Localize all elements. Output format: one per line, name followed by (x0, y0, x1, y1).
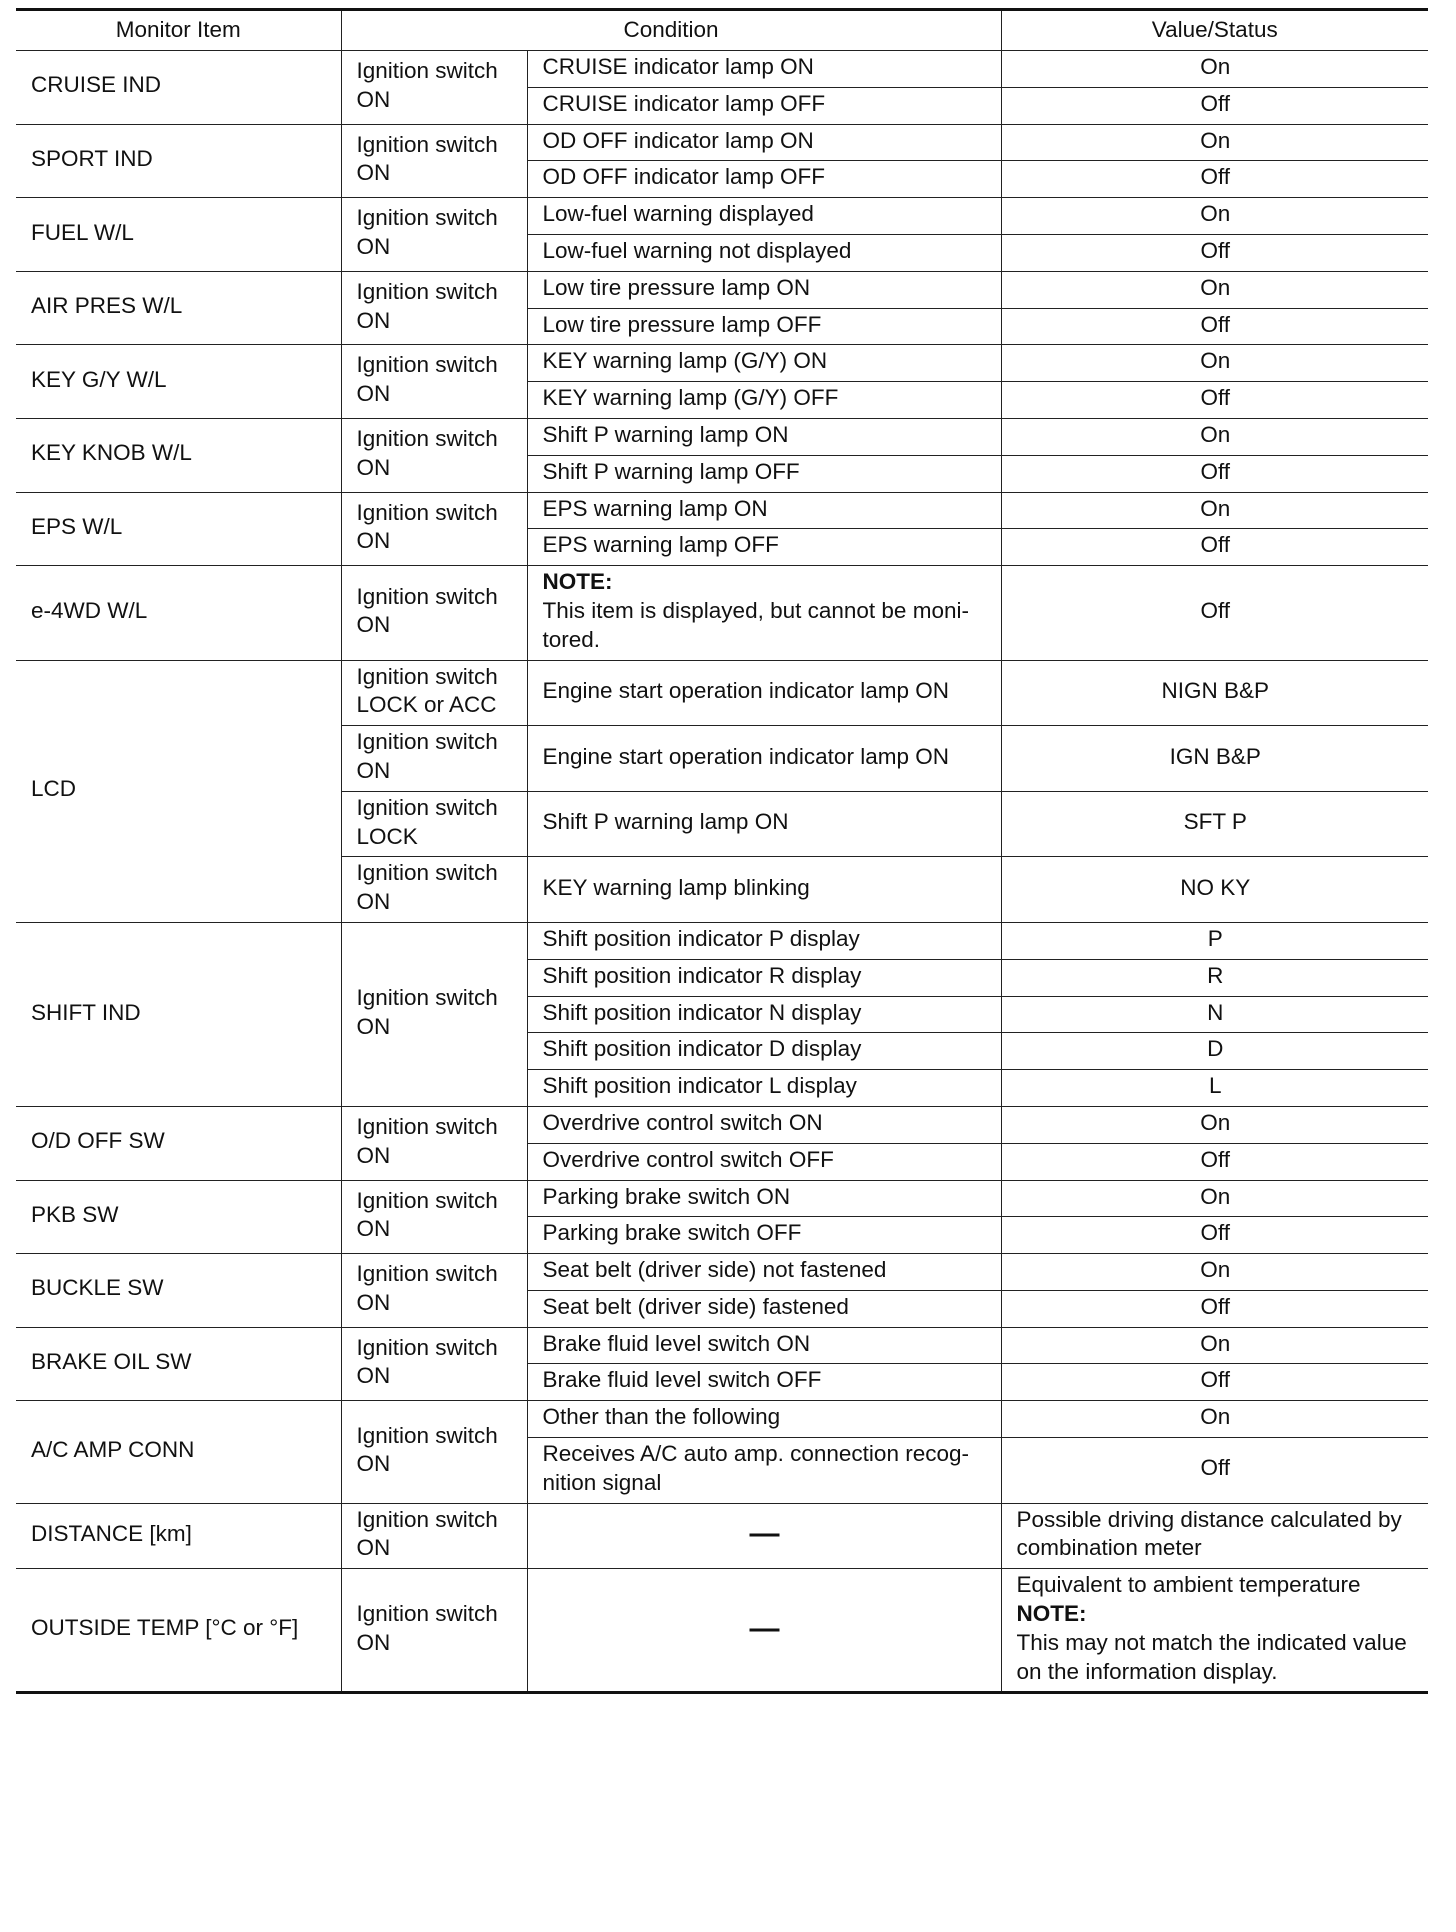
condition-cell: Shift position indicator P display (527, 922, 1001, 959)
condition-cell: CRUISE indicator lamp ON (527, 51, 1001, 88)
monitor-item-cell: LCD (16, 660, 341, 922)
monitor-item-cell: SHIFT IND (16, 922, 341, 1106)
value-cell: N (1001, 996, 1428, 1033)
monitor-item-cell: OUTSIDE TEMP [°C or °F] (16, 1569, 341, 1693)
table-row (16, 198, 1428, 235)
table-header-row (16, 10, 1428, 51)
monitor-item-cell: KEY KNOB W/L (16, 418, 341, 492)
table-row (16, 566, 1428, 660)
table-row (16, 345, 1428, 382)
monitor-item-cell: PKB SW (16, 1180, 341, 1254)
condition-cell: Overdrive control switch ON (527, 1106, 1001, 1143)
condition-cell: KEY warning lamp (G/Y) ON (527, 345, 1001, 382)
condition-cell: OD OFF indicator lamp ON (527, 124, 1001, 161)
table-row (16, 418, 1428, 455)
monitor-item-cell: O/D OFF SW (16, 1106, 341, 1180)
value-cell: On (1001, 1106, 1428, 1143)
header-condition: Condition (341, 10, 1001, 51)
monitor-item-cell: DISTANCE [km] (16, 1503, 341, 1569)
table-row (16, 1569, 1428, 1693)
ignition-switch-cell: Ignition switch ON (341, 1180, 527, 1254)
condition-cell: Engine start operation indicator lamp ON (527, 660, 1001, 726)
header-value-status: Value/Status (1001, 10, 1428, 51)
ignition-switch-cell: Ignition switch ON (341, 1106, 527, 1180)
monitor-item-cell: e-4WD W/L (16, 566, 341, 660)
ignition-switch-cell: Ignition switch ON (341, 271, 527, 345)
table-row (16, 124, 1428, 161)
condition-cell: Shift position indicator R display (527, 959, 1001, 996)
table-row (16, 1106, 1428, 1143)
table-row (16, 51, 1428, 88)
header-monitor-item: Monitor Item (16, 10, 341, 51)
monitor-item-cell: SPORT IND (16, 124, 341, 198)
note-text: This may not match the indicated value on the information display. (1016, 1629, 1407, 1684)
value-cell: R (1001, 959, 1428, 996)
value-cell: NIGN B&P (1001, 660, 1428, 726)
monitor-item-cell: BRAKE OIL SW (16, 1327, 341, 1401)
value-cell: On (1001, 198, 1428, 235)
condition-cell: Parking brake switch OFF (527, 1217, 1001, 1254)
condition-cell: OD OFF indicator lamp OFF (527, 161, 1001, 198)
ignition-switch-cell: Ignition switch ON (341, 51, 527, 125)
condition-cell: EPS warning lamp ON (527, 492, 1001, 529)
ignition-switch-cell: Ignition switch ON (341, 124, 527, 198)
table-row (16, 492, 1428, 529)
condition-cell: Other than the following (527, 1401, 1001, 1438)
value-cell: L (1001, 1070, 1428, 1107)
monitor-item-cell: CRUISE IND (16, 51, 341, 125)
condition-cell: Seat belt (driver side) not fastened (527, 1254, 1001, 1291)
condition-cell: Engine start operation indicator lamp ON (527, 726, 1001, 792)
table-row (16, 271, 1428, 308)
value-cell: On (1001, 271, 1428, 308)
value-cell: Off (1001, 1143, 1428, 1180)
condition-cell: Low tire pressure lamp ON (527, 271, 1001, 308)
condition-note-cell (527, 566, 1001, 660)
condition-cell: Shift P warning lamp OFF (527, 455, 1001, 492)
monitor-item-cell: KEY G/Y W/L (16, 345, 341, 419)
monitor-item-cell: A/C AMP CONN (16, 1401, 341, 1503)
note-label: NOTE: (1016, 1601, 1087, 1627)
value-cell: On (1001, 345, 1428, 382)
value-cell: Off (1001, 87, 1428, 124)
condition-cell: Shift P warning lamp ON (527, 418, 1001, 455)
value-cell: On (1001, 1401, 1428, 1438)
note-text: This item is displayed, but cannot be moni-tored. (542, 597, 969, 652)
monitor-item-cell: AIR PRES W/L (16, 271, 341, 345)
condition-cell: KEY warning lamp (G/Y) OFF (527, 382, 1001, 419)
condition-cell: Shift position indicator N display (527, 996, 1001, 1033)
value-cell: Off (1001, 1364, 1428, 1401)
condition-cell: Overdrive control switch OFF (527, 1143, 1001, 1180)
ignition-switch-cell: Ignition switch ON (341, 345, 527, 419)
condition-cell: KEY warning lamp blinking (527, 857, 1001, 923)
ignition-switch-cell: Ignition switch ON (341, 1503, 527, 1569)
value-cell: D (1001, 1033, 1428, 1070)
value-text: Equivalent to ambient temperature (1016, 1572, 1361, 1598)
condition-cell: Low-fuel warning displayed (527, 198, 1001, 235)
ignition-switch-cell: Ignition switch ON (341, 1569, 527, 1693)
value-cell: P (1001, 922, 1428, 959)
condition-cell: Receives A/C auto amp. connection recog-nition signal (527, 1438, 1001, 1504)
ignition-switch-cell: Ignition switch ON (341, 726, 527, 792)
value-cell: Off (1001, 455, 1428, 492)
ignition-switch-cell: Ignition switch ON (341, 492, 527, 566)
table-row (16, 660, 1428, 726)
ignition-switch-cell: Ignition switch ON (341, 1401, 527, 1503)
value-cell: Possible driving distance calculated by combination meter (1001, 1503, 1428, 1569)
table-row (16, 1180, 1428, 1217)
value-cell: Off (1001, 566, 1428, 660)
value-cell: Off (1001, 308, 1428, 345)
monitor-item-cell: FUEL W/L (16, 198, 341, 272)
value-note-cell (1001, 1569, 1428, 1693)
condition-cell: Brake fluid level switch OFF (527, 1364, 1001, 1401)
value-cell: Off (1001, 1290, 1428, 1327)
value-cell: Off (1001, 1217, 1428, 1254)
value-cell: Off (1001, 382, 1428, 419)
condition-cell: Shift P warning lamp ON (527, 791, 1001, 857)
value-cell: Off (1001, 529, 1428, 566)
condition-cell: Shift position indicator L display (527, 1070, 1001, 1107)
ignition-switch-cell: Ignition switch ON (341, 1254, 527, 1328)
table-row (16, 1401, 1428, 1438)
condition-cell: EPS warning lamp OFF (527, 529, 1001, 566)
value-cell: NO KY (1001, 857, 1428, 923)
ignition-switch-cell: Ignition switch LOCK (341, 791, 527, 857)
value-cell: Off (1001, 1438, 1428, 1504)
ignition-switch-cell: Ignition switch ON (341, 198, 527, 272)
ignition-switch-cell: Ignition switch ON (341, 418, 527, 492)
condition-dash-cell: — (527, 1569, 1001, 1693)
value-cell: On (1001, 1180, 1428, 1217)
note-label: NOTE: (542, 569, 613, 595)
value-cell: On (1001, 418, 1428, 455)
value-cell: On (1001, 492, 1428, 529)
value-cell: On (1001, 51, 1428, 88)
value-cell: Off (1001, 234, 1428, 271)
ignition-switch-cell: Ignition switch ON (341, 1327, 527, 1401)
condition-cell: Parking brake switch ON (527, 1180, 1001, 1217)
condition-dash-cell: — (527, 1503, 1001, 1569)
table-row (16, 1254, 1428, 1291)
monitor-item-cell: BUCKLE SW (16, 1254, 341, 1328)
monitor-item-cell: EPS W/L (16, 492, 341, 566)
value-cell: Off (1001, 161, 1428, 198)
value-cell: SFT P (1001, 791, 1428, 857)
value-cell: On (1001, 1327, 1428, 1364)
ignition-switch-cell: Ignition switch ON (341, 922, 527, 1106)
condition-cell: Low-fuel warning not displayed (527, 234, 1001, 271)
condition-cell: Brake fluid level switch ON (527, 1327, 1001, 1364)
table-row (16, 922, 1428, 959)
condition-cell: Seat belt (driver side) fastened (527, 1290, 1001, 1327)
table-row (16, 1503, 1428, 1569)
monitor-item-table (16, 8, 1428, 1694)
value-cell: IGN B&P (1001, 726, 1428, 792)
ignition-switch-cell: Ignition switch ON (341, 857, 527, 923)
ignition-switch-cell: Ignition switch ON (341, 566, 527, 660)
table-row (16, 1327, 1428, 1364)
condition-cell: Shift position indicator D display (527, 1033, 1001, 1070)
ignition-switch-cell: Ignition switch LOCK or ACC (341, 660, 527, 726)
condition-cell: CRUISE indicator lamp OFF (527, 87, 1001, 124)
condition-cell: Low tire pressure lamp OFF (527, 308, 1001, 345)
value-cell: On (1001, 124, 1428, 161)
value-cell: On (1001, 1254, 1428, 1291)
